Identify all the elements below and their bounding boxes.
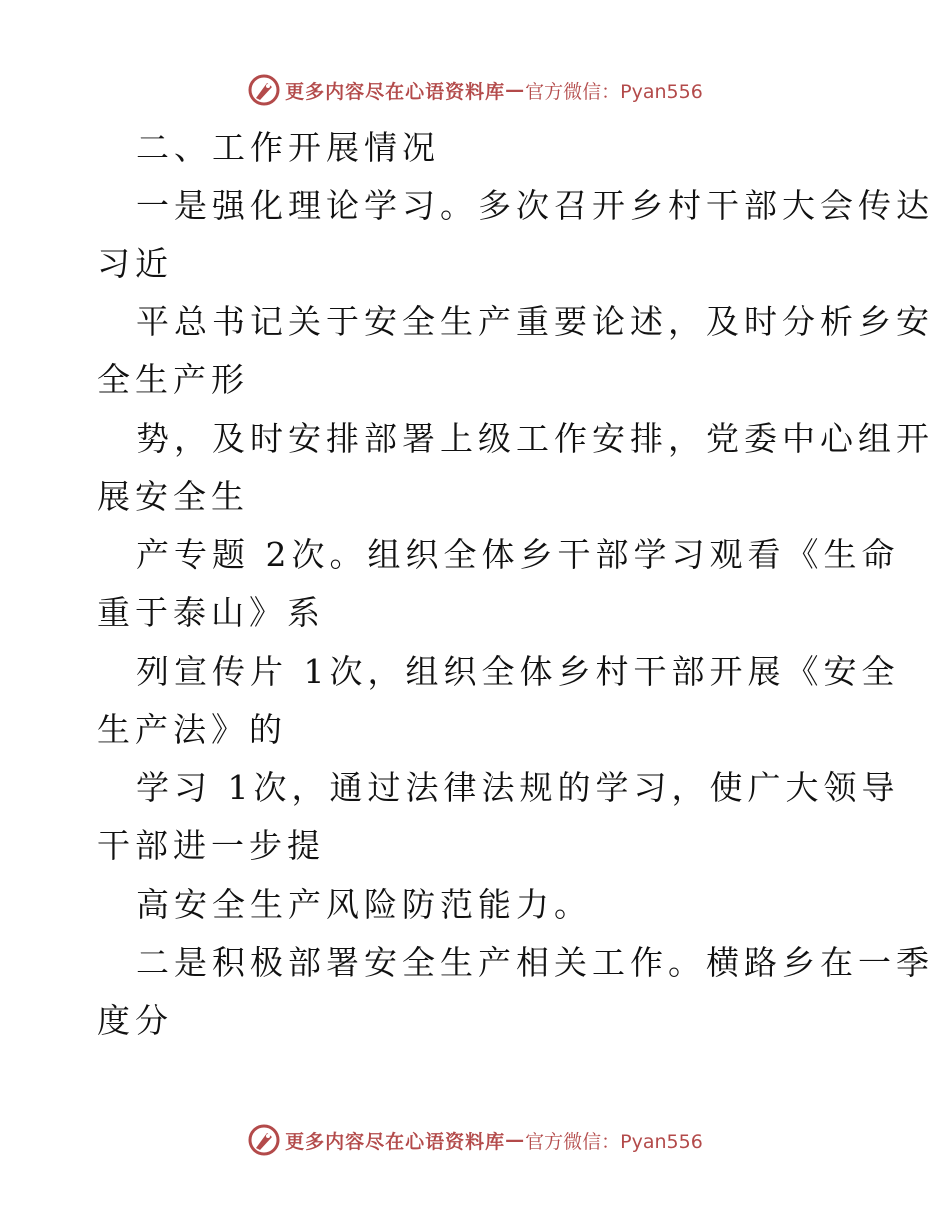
pen-nib-logo-icon — [247, 73, 281, 107]
text-line: 高安全生产风险防范能力。 — [136, 885, 592, 924]
text-line: 势，及时安排部署上级工作安排，党委中心组开 — [136, 419, 934, 458]
text-line: 生产法》的 — [97, 710, 287, 749]
text-line: 一是强化理论学习。多次召开乡村干部大会传达 — [136, 186, 934, 225]
watermark-wechat: 官方微信：Pyan556 — [525, 80, 703, 103]
section-heading: 二、工作开展情况 — [136, 128, 440, 167]
watermark-text: 更多内容尽在心语资料库 — [285, 1130, 506, 1153]
watermark-separator: — — [505, 1129, 526, 1151]
text-line: 平总书记关于安全生产重要论述，及时分析乡安 — [136, 302, 934, 341]
text-line: 度分 — [97, 1001, 173, 1040]
text-line: 习近 — [97, 244, 173, 283]
text-line: 产专题 2次。组织全体乡干部学习观看《生命 — [136, 535, 900, 574]
text-line: 全生产形 — [97, 360, 249, 399]
watermark-text: 更多内容尽在心语资料库 — [285, 80, 506, 103]
watermark-separator: — — [505, 79, 526, 101]
watermark-wechat: 官方微信：Pyan556 — [525, 1130, 703, 1153]
text-line: 重于泰山》系 — [97, 593, 325, 632]
footer-watermark — [0, 1120, 950, 1160]
text-line: 干部进一步提 — [97, 826, 325, 865]
pen-nib-logo-icon — [247, 1123, 281, 1157]
header-watermark — [0, 70, 950, 110]
text-line: 学习 1次，通过法律法规的学习，使广大领导 — [136, 768, 900, 807]
text-line: 列宣传片 1次，组织全体乡村干部开展《安全 — [136, 652, 900, 691]
text-line: 展安全生 — [97, 477, 249, 516]
text-line: 二是积极部署安全生产相关工作。横路乡在一季 — [136, 943, 934, 982]
